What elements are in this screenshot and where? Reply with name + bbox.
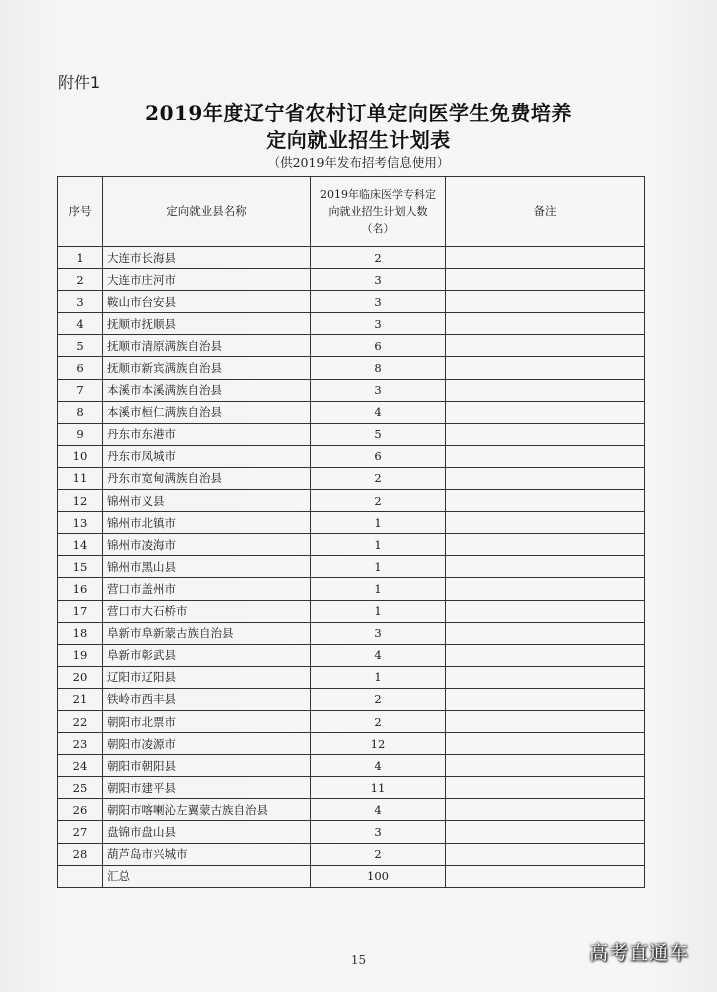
enrollment-plan-table bbox=[57, 176, 645, 888]
row-county-name: 抚顺市抚顺县 bbox=[103, 313, 311, 335]
row-notes bbox=[446, 622, 645, 644]
document-title-line1: 2019年度辽宁省农村订单定向医学生免费培养 bbox=[145, 101, 572, 125]
row-county-name: 朝阳市凌源市 bbox=[103, 733, 311, 755]
row-plan-count: 2 bbox=[311, 247, 446, 269]
table-row bbox=[58, 269, 645, 291]
table-row bbox=[58, 423, 645, 445]
row-plan-count: 1 bbox=[311, 600, 446, 622]
row-notes bbox=[446, 710, 645, 732]
row-notes bbox=[446, 379, 645, 401]
table-row bbox=[58, 291, 645, 313]
row-county-name: 朝阳市喀喇沁左翼蒙古族自治县 bbox=[103, 799, 311, 821]
table-row bbox=[58, 578, 645, 600]
table-row bbox=[58, 445, 645, 467]
header-county: 定向就业县名称 bbox=[103, 177, 311, 247]
table-total-row bbox=[58, 865, 645, 887]
row-notes bbox=[446, 688, 645, 710]
row-county-name: 朝阳市建平县 bbox=[103, 777, 311, 799]
row-plan-count: 2 bbox=[311, 467, 446, 489]
row-notes bbox=[446, 733, 645, 755]
row-county-name: 锦州市凌海市 bbox=[103, 534, 311, 556]
table-header-row bbox=[58, 177, 645, 247]
row-county-name: 鞍山市台安县 bbox=[103, 291, 311, 313]
header-index: 序号 bbox=[58, 177, 103, 247]
row-index: 10 bbox=[58, 445, 103, 467]
row-plan-count: 1 bbox=[311, 556, 446, 578]
row-notes bbox=[446, 777, 645, 799]
row-index: 7 bbox=[58, 379, 103, 401]
row-notes bbox=[446, 578, 645, 600]
row-plan-count: 2 bbox=[311, 710, 446, 732]
table-row bbox=[58, 467, 645, 489]
row-plan-count: 3 bbox=[311, 291, 446, 313]
row-notes bbox=[446, 821, 645, 843]
row-plan-count: 8 bbox=[311, 357, 446, 379]
table-row bbox=[58, 379, 645, 401]
row-county-name: 朝阳市北票市 bbox=[103, 710, 311, 732]
row-notes bbox=[446, 490, 645, 512]
row-county-name: 大连市长海县 bbox=[103, 247, 311, 269]
row-notes bbox=[446, 799, 645, 821]
row-county-name: 抚顺市新宾满族自治县 bbox=[103, 357, 311, 379]
row-plan-count: 5 bbox=[311, 423, 446, 445]
table-row bbox=[58, 357, 645, 379]
row-county-name: 铁岭市西丰县 bbox=[103, 688, 311, 710]
row-county-name: 抚顺市清原满族自治县 bbox=[103, 335, 311, 357]
row-index: 13 bbox=[58, 512, 103, 534]
row-index: 9 bbox=[58, 423, 103, 445]
page-number: 15 bbox=[350, 953, 367, 967]
row-notes bbox=[446, 335, 645, 357]
table-row bbox=[58, 600, 645, 622]
row-notes bbox=[446, 467, 645, 489]
row-county-name: 本溪市桓仁满族自治县 bbox=[103, 401, 311, 423]
row-index: 14 bbox=[58, 534, 103, 556]
table-row bbox=[58, 843, 645, 865]
row-index: 3 bbox=[58, 291, 103, 313]
row-index: 20 bbox=[58, 666, 103, 688]
table-row bbox=[58, 622, 645, 644]
row-county-name: 丹东市东港市 bbox=[103, 423, 311, 445]
row-index: 22 bbox=[58, 710, 103, 732]
row-index: 8 bbox=[58, 401, 103, 423]
row-county-name: 锦州市义县 bbox=[103, 490, 311, 512]
total-notes bbox=[446, 865, 645, 887]
row-plan-count: 3 bbox=[311, 379, 446, 401]
row-notes bbox=[446, 556, 645, 578]
table-row bbox=[58, 401, 645, 423]
row-notes bbox=[446, 269, 645, 291]
table-row bbox=[58, 490, 645, 512]
table-row bbox=[58, 755, 645, 777]
row-index: 17 bbox=[58, 600, 103, 622]
row-county-name: 锦州市黑山县 bbox=[103, 556, 311, 578]
row-plan-count: 4 bbox=[311, 799, 446, 821]
table-row bbox=[58, 556, 645, 578]
table-row bbox=[58, 313, 645, 335]
table-row bbox=[58, 247, 645, 269]
row-plan-count: 3 bbox=[311, 313, 446, 335]
row-plan-count: 1 bbox=[311, 578, 446, 600]
table-row bbox=[58, 688, 645, 710]
table-row bbox=[58, 644, 645, 666]
row-index: 25 bbox=[58, 777, 103, 799]
row-notes bbox=[446, 423, 645, 445]
row-notes bbox=[446, 291, 645, 313]
row-index: 28 bbox=[58, 843, 103, 865]
row-notes bbox=[446, 666, 645, 688]
row-index: 27 bbox=[58, 821, 103, 843]
row-plan-count: 2 bbox=[311, 688, 446, 710]
row-notes bbox=[446, 401, 645, 423]
table-row bbox=[58, 799, 645, 821]
row-plan-count: 3 bbox=[311, 821, 446, 843]
row-county-name: 朝阳市朝阳县 bbox=[103, 755, 311, 777]
row-notes bbox=[446, 755, 645, 777]
row-index: 4 bbox=[58, 313, 103, 335]
row-plan-count: 12 bbox=[311, 733, 446, 755]
row-notes bbox=[446, 600, 645, 622]
row-notes bbox=[446, 843, 645, 865]
table-row bbox=[58, 821, 645, 843]
row-notes bbox=[446, 313, 645, 335]
document-subtitle: （供2019年发布招考信息使用） bbox=[267, 155, 450, 170]
table-row bbox=[58, 666, 645, 688]
row-county-name: 阜新市彰武县 bbox=[103, 644, 311, 666]
row-county-name: 锦州市北镇市 bbox=[103, 512, 311, 534]
table-row bbox=[58, 710, 645, 732]
row-notes bbox=[446, 512, 645, 534]
row-plan-count: 6 bbox=[311, 445, 446, 467]
total-label: 汇总 bbox=[103, 865, 311, 887]
row-county-name: 丹东市宽甸满族自治县 bbox=[103, 467, 311, 489]
row-index: 5 bbox=[58, 335, 103, 357]
row-county-name: 营口市盖州市 bbox=[103, 578, 311, 600]
row-county-name: 辽阳市辽阳县 bbox=[103, 666, 311, 688]
document-title-line2: 定向就业招生计划表 bbox=[266, 128, 451, 152]
table-row bbox=[58, 733, 645, 755]
row-notes bbox=[446, 644, 645, 666]
row-index: 1 bbox=[58, 247, 103, 269]
row-notes bbox=[446, 247, 645, 269]
row-index: 18 bbox=[58, 622, 103, 644]
row-index: 12 bbox=[58, 490, 103, 512]
row-plan-count: 4 bbox=[311, 755, 446, 777]
row-plan-count: 11 bbox=[311, 777, 446, 799]
row-county-name: 盘锦市盘山县 bbox=[103, 821, 311, 843]
row-plan-count: 2 bbox=[311, 490, 446, 512]
row-notes bbox=[446, 357, 645, 379]
table-body bbox=[58, 247, 645, 866]
row-index: 23 bbox=[58, 733, 103, 755]
watermark-logo-text: 高考直通车 bbox=[588, 942, 689, 964]
row-plan-count: 1 bbox=[311, 534, 446, 556]
row-plan-count: 4 bbox=[311, 401, 446, 423]
row-index: 6 bbox=[58, 357, 103, 379]
row-plan-count: 3 bbox=[311, 622, 446, 644]
row-index: 16 bbox=[58, 578, 103, 600]
row-plan-count: 4 bbox=[311, 644, 446, 666]
table-row bbox=[58, 777, 645, 799]
row-plan-count: 1 bbox=[311, 512, 446, 534]
row-county-name: 营口市大石桥市 bbox=[103, 600, 311, 622]
row-index: 24 bbox=[58, 755, 103, 777]
table-row bbox=[58, 512, 645, 534]
row-plan-count: 6 bbox=[311, 335, 446, 357]
row-county-name: 大连市庄河市 bbox=[103, 269, 311, 291]
table-row bbox=[58, 335, 645, 357]
row-index: 2 bbox=[58, 269, 103, 291]
row-index: 21 bbox=[58, 688, 103, 710]
attachment-label: 附件1 bbox=[58, 73, 101, 92]
header-count: 2019年临床医学专科定向就业招生计划人数（名） bbox=[311, 177, 446, 247]
row-index: 15 bbox=[58, 556, 103, 578]
row-plan-count: 3 bbox=[311, 269, 446, 291]
row-index: 11 bbox=[58, 467, 103, 489]
row-notes bbox=[446, 534, 645, 556]
row-county-name: 葫芦岛市兴城市 bbox=[103, 843, 311, 865]
header-notes: 备注 bbox=[446, 177, 645, 247]
total-count: 100 bbox=[311, 865, 446, 887]
row-index: 26 bbox=[58, 799, 103, 821]
row-county-name: 丹东市凤城市 bbox=[103, 445, 311, 467]
row-index: 19 bbox=[58, 644, 103, 666]
row-notes bbox=[446, 445, 645, 467]
row-county-name: 阜新市阜新蒙古族自治县 bbox=[103, 622, 311, 644]
table-row bbox=[58, 534, 645, 556]
row-plan-count: 1 bbox=[311, 666, 446, 688]
row-plan-count: 2 bbox=[311, 843, 446, 865]
total-index bbox=[58, 865, 103, 887]
row-county-name: 本溪市本溪满族自治县 bbox=[103, 379, 311, 401]
